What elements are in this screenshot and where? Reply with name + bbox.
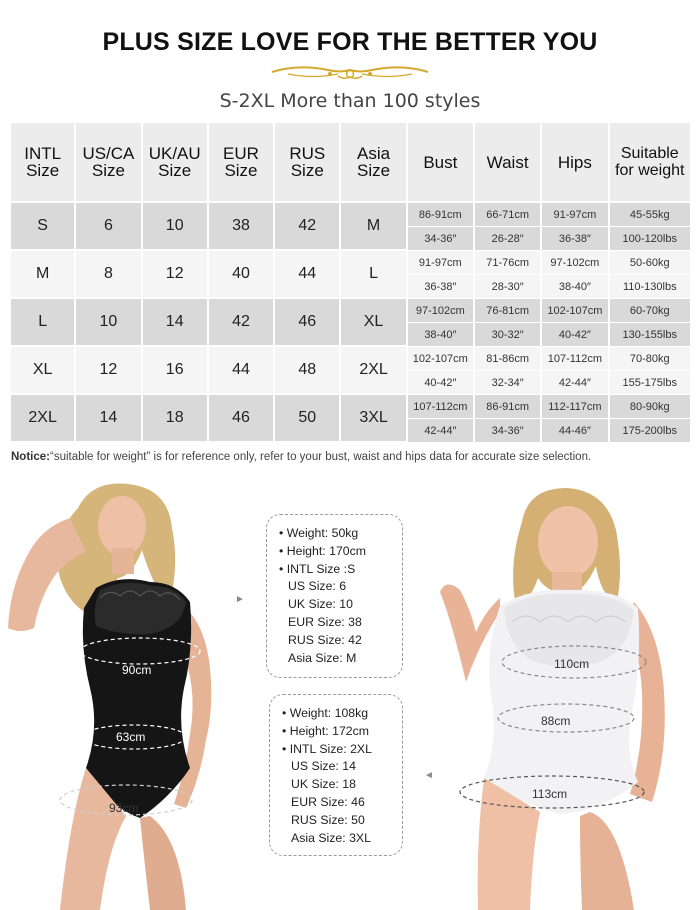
- header-uk-size: UK/AU Size: [143, 123, 207, 203]
- cell-us: 10: [76, 299, 140, 347]
- cell-weight-lbs: 130-155lbs: [610, 323, 690, 347]
- right-info-intl: • INTL Size: 2XL: [282, 741, 372, 756]
- cell-waist-cm: 71-76cm: [475, 251, 540, 275]
- cell-bust-cm: 107-112cm: [408, 395, 473, 419]
- cell-weight-kg: 45-55kg: [610, 203, 690, 227]
- size-notice: [11, 451, 695, 463]
- cell-rus: 42: [275, 203, 339, 251]
- left-info-height: • Height: 170cm: [279, 543, 367, 558]
- left-waist-measure: 63cm: [116, 730, 146, 744]
- header-asia-size: Asia Size: [341, 123, 405, 203]
- left-model-info-box: [266, 514, 403, 678]
- cell-bust-in: 34-36″: [408, 227, 473, 251]
- cell-rus: 50: [275, 395, 339, 443]
- right-model-figure: [420, 482, 700, 910]
- cell-intl: XL: [11, 347, 74, 395]
- cell-asia: 3XL: [341, 395, 405, 443]
- table-row: [11, 203, 690, 227]
- cell-waist-cm: 76-81cm: [475, 299, 540, 323]
- header-intl-size: INTL Size: [11, 123, 74, 203]
- left-model-figure: [0, 478, 270, 910]
- cell-weight-kg: 70-80kg: [610, 347, 690, 371]
- left-info-rus: RUS Size: 42: [288, 632, 362, 647]
- cell-hips-in: 38-40″: [542, 275, 607, 299]
- cell-hips-cm: 97-102cm: [542, 251, 607, 275]
- cell-asia: 2XL: [341, 347, 405, 395]
- cell-rus: 46: [275, 299, 339, 347]
- notice-text: “suitable for weight” is for reference only, refer to your bust, waist and hips data for accurate size selection.: [49, 451, 592, 463]
- cell-hips-in: 40-42″: [542, 323, 607, 347]
- cell-rus: 44: [275, 251, 339, 299]
- right-info-uk: UK Size: 18: [291, 777, 356, 792]
- table-row: [11, 395, 690, 419]
- page-title: PLUS SIZE LOVE FOR THE BETTER YOU: [102, 28, 598, 56]
- cell-waist-in: 28-30″: [475, 275, 540, 299]
- cell-us: 14: [76, 395, 140, 443]
- header-waist: Waist: [475, 123, 540, 203]
- cell-bust-cm: 91-97cm: [408, 251, 473, 275]
- header-bust: Bust: [408, 123, 473, 203]
- left-info-uk: UK Size: 10: [288, 597, 353, 612]
- header-suitable-weight: Suitable for weight: [610, 123, 690, 203]
- left-bust-measure: 90cm: [122, 663, 152, 677]
- cell-asia: L: [341, 251, 405, 299]
- cell-waist-in: 30-32″: [475, 323, 540, 347]
- header-us-size: US/CA Size: [76, 123, 140, 203]
- cell-rus: 48: [275, 347, 339, 395]
- cell-eur: 42: [209, 299, 273, 347]
- cell-bust-in: 36-38″: [408, 275, 473, 299]
- cell-hips-cm: 91-97cm: [542, 203, 607, 227]
- cell-bust-in: 40-42″: [408, 371, 473, 395]
- cell-intl: L: [11, 299, 74, 347]
- cell-weight-kg: 80-90kg: [610, 395, 690, 419]
- cell-hips-cm: 112-117cm: [542, 395, 607, 419]
- table-row: [11, 347, 690, 371]
- cell-eur: 38: [209, 203, 273, 251]
- cell-bust-in: 42-44″: [408, 419, 473, 443]
- table-header-row: [11, 123, 690, 203]
- arrow-left-icon: ◄: [424, 770, 434, 781]
- cell-weight-lbs: 175-200lbs: [610, 419, 690, 443]
- right-info-asia: Asia Size: 3XL: [291, 830, 371, 845]
- cell-weight-kg: 60-70kg: [610, 299, 690, 323]
- cell-uk: 12: [143, 251, 207, 299]
- cell-eur: 40: [209, 251, 273, 299]
- cell-eur: 46: [209, 395, 273, 443]
- right-info-height: • Height: 172cm: [282, 723, 370, 738]
- cell-us: 6: [76, 203, 140, 251]
- cell-uk: 14: [143, 299, 207, 347]
- gold-ornament-divider: [268, 62, 432, 82]
- cell-waist-cm: 81-86cm: [475, 347, 540, 371]
- cell-bust-in: 38-40″: [408, 323, 473, 347]
- cell-uk: 18: [143, 395, 207, 443]
- right-model-info-box: [269, 694, 403, 856]
- cell-waist-cm: 66-71cm: [475, 203, 540, 227]
- cell-weight-kg: 50-60kg: [610, 251, 690, 275]
- left-info-intl: • INTL Size :S: [279, 561, 356, 576]
- right-info-eur: EUR Size: 46: [291, 794, 365, 809]
- cell-hips-in: 42-44″: [542, 371, 607, 395]
- cell-intl: S: [11, 203, 74, 251]
- table-row: [11, 251, 690, 275]
- cell-uk: 16: [143, 347, 207, 395]
- right-info-weight: • Weight: 108kg: [282, 706, 369, 720]
- cell-us: 12: [76, 347, 140, 395]
- header-hips: Hips: [542, 123, 607, 203]
- right-bust-measure: 110cm: [554, 657, 590, 671]
- right-hips-measure: 113cm: [532, 787, 568, 801]
- notice-label: Notice:: [11, 451, 50, 463]
- arrow-right-icon: ►: [235, 594, 245, 605]
- left-info-weight: • Weight: 50kg: [279, 526, 359, 540]
- cell-waist-in: 32-34″: [475, 371, 540, 395]
- cell-uk: 10: [143, 203, 207, 251]
- left-hips-measure: 93cm: [109, 801, 139, 815]
- cell-intl: M: [11, 251, 74, 299]
- left-info-eur: EUR Size: 38: [288, 614, 362, 629]
- cell-asia: XL: [341, 299, 405, 347]
- cell-weight-lbs: 100-120lbs: [610, 227, 690, 251]
- left-info-asia: Asia Size: M: [288, 650, 357, 665]
- size-chart-table: [9, 123, 692, 443]
- table-row: [11, 299, 690, 323]
- cell-weight-lbs: 155-175lbs: [610, 371, 690, 395]
- cell-waist-in: 26-28″: [475, 227, 540, 251]
- right-waist-measure: 88cm: [541, 714, 571, 728]
- header-rus-size: RUS Size: [275, 123, 339, 203]
- cell-bust-cm: 97-102cm: [408, 299, 473, 323]
- cell-hips-cm: 102-107cm: [542, 299, 607, 323]
- right-info-us: US Size: 14: [291, 759, 356, 774]
- cell-eur: 44: [209, 347, 273, 395]
- header-eur-size: EUR Size: [209, 123, 273, 203]
- cell-hips-in: 36-38″: [542, 227, 607, 251]
- cell-weight-lbs: 110-130lbs: [610, 275, 690, 299]
- cell-hips-in: 44-46″: [542, 419, 607, 443]
- left-info-us: US Size: 6: [288, 579, 347, 594]
- cell-asia: M: [341, 203, 405, 251]
- cell-waist-in: 34-36″: [475, 419, 540, 443]
- right-info-rus: RUS Size: 50: [291, 812, 365, 827]
- cell-bust-cm: 102-107cm: [408, 347, 473, 371]
- cell-intl: 2XL: [11, 395, 74, 443]
- cell-us: 8: [76, 251, 140, 299]
- cell-hips-cm: 107-112cm: [542, 347, 607, 371]
- cell-waist-cm: 86-91cm: [475, 395, 540, 419]
- page-subtitle: S-2XL More than 100 styles: [219, 90, 481, 112]
- cell-bust-cm: 86-91cm: [408, 203, 473, 227]
